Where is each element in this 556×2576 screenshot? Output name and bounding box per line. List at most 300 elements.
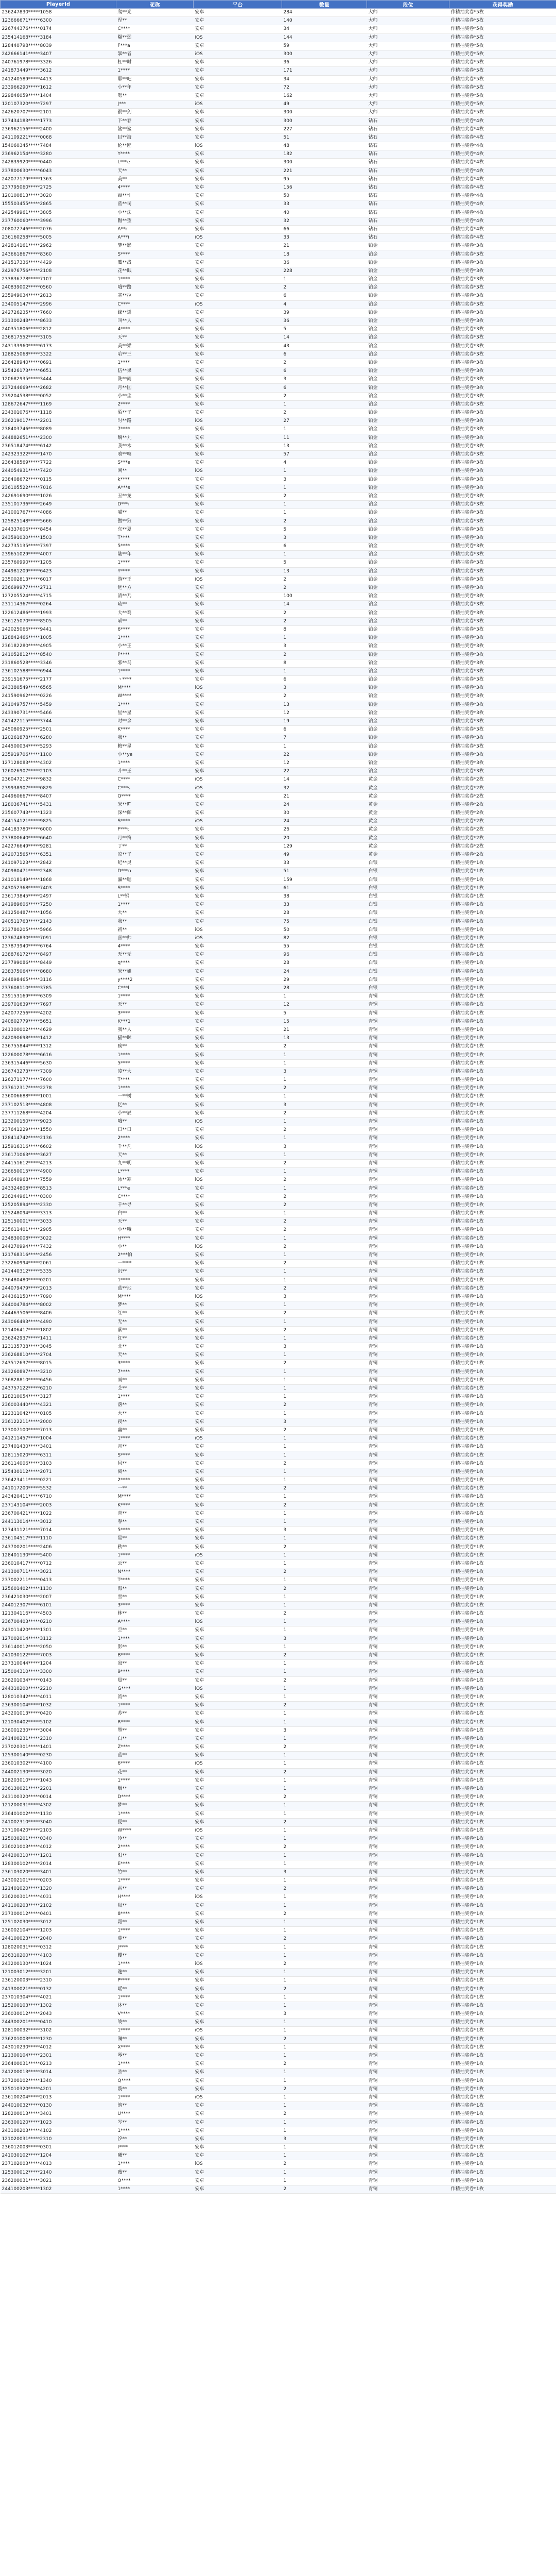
cell-name: 白** [116,1210,194,1218]
cell-playerid: 236755844*****1312 [1,1043,116,1051]
table-row [1,209,556,217]
cell-tier: 铂金 [367,342,449,350]
cell-name: 1**** [116,1435,194,1443]
cell-reward: 作精抽奖卷*1枚 [449,1218,556,1226]
cell-tier: 白银 [367,918,449,926]
cell-name: C***l [116,984,194,992]
cell-platform: 安卓 [194,1101,282,1109]
cell-count: 1 [282,1776,367,1785]
cell-reward: 作精抽奖卷*1枚 [449,1568,556,1577]
cell-count: 2 [282,1310,367,1318]
cell-count: 34 [282,25,367,33]
cell-platform: 安卓 [194,792,282,801]
cell-playerid: 236315446*****5630 [1,1059,116,1067]
cell-playerid: 243100203*****4102 [1,2127,116,2135]
table-row [1,2077,556,2085]
cell-playerid: 241240589*****4413 [1,75,116,83]
cell-name: 岑** [116,2119,194,2127]
cell-name: 小**王 [116,642,194,651]
cell-playerid: 236817552*****3105 [1,334,116,342]
cell-reward: 作精抽奖卷*1枚 [449,1460,556,1468]
cell-playerid: 235760990*****1205 [1,559,116,567]
cell-name: 我**人 [116,1026,194,1034]
cell-name: 蓝**地 [116,1284,194,1293]
table-row [1,1710,556,1718]
cell-playerid: 121200031*****4302 [1,1802,116,1810]
cell-count: 3 [282,1143,367,1151]
cell-name: 6**** [116,1760,194,1768]
cell-tier: 青铜 [367,1343,449,1351]
table-row [1,17,556,25]
cell-platform: 安卓 [194,2102,282,2110]
cell-platform: 安卓 [194,1702,282,1710]
cell-name: 绫** [116,2019,194,2027]
cell-platform: 安卓 [194,2035,282,2043]
cell-platform: 安卓 [194,2002,282,2010]
cell-platform: 安卓 [194,1577,282,1585]
cell-count: 1 [282,1151,367,1159]
cell-reward: 作精抽奖卷*1枚 [449,959,556,968]
table-row [1,1435,556,1443]
cell-platform: 安卓 [194,1885,282,1893]
cell-tier: 青铜 [367,1601,449,1609]
cell-name: 我** [116,918,194,926]
cell-tier: 白银 [367,926,449,934]
cell-reward: 作精抽奖卷*1枚 [449,934,556,942]
cell-count: 6 [282,726,367,734]
cell-playerid: 243324808*****8513 [1,1184,116,1193]
cell-reward: 作精抽奖卷*2枚 [449,784,556,792]
cell-tier: 青铜 [367,1184,449,1193]
cell-playerid: 243420411*****6710 [1,1493,116,1501]
cell-playerid: 128100032*****3102 [1,2027,116,2035]
cell-count: 22 [282,768,367,776]
header-platform: 平台 [194,1,282,9]
cell-count: 1 [282,2027,367,2035]
table-row [1,1810,556,1818]
cell-platform: 安卓 [194,1535,282,1543]
cell-tier: 青铜 [367,1693,449,1701]
cell-tier: 青铜 [367,2110,449,2119]
cell-name: C**** [116,1193,194,1201]
cell-playerid: 239651029*****4007 [1,551,116,559]
cell-tier: 铂金 [367,684,449,692]
table-row [1,651,556,659]
cell-name: 游**王 [116,575,194,584]
cell-playerid: 235607743*****1323 [1,809,116,818]
cell-playerid: 238403746*****8089 [1,426,116,434]
cell-count: 156 [282,183,367,192]
cell-playerid: 122311042*****0105 [1,1410,116,1418]
cell-name: 8**** [116,1910,194,1918]
cell-name: L**** [116,1168,194,1176]
cell-platform: 安卓 [194,250,282,259]
cell-tier: 铂金 [367,726,449,734]
cell-count: 2 [282,575,367,584]
table-row [1,968,556,976]
cell-name: U**** [116,2110,194,2119]
cell-name: 离** [116,1468,194,1476]
cell-tier: 青铜 [367,1084,449,1093]
cell-count: 2 [282,1043,367,1051]
table-row [1,476,556,484]
cell-count: 82 [282,934,367,942]
cell-tier: 大师 [367,83,449,92]
cell-playerid: 243200130*****1024 [1,1960,116,1968]
cell-reward: 作精抽奖卷*1枚 [449,1184,556,1193]
cell-playerid: 236021003*****4012 [1,1843,116,1852]
cell-tier: 铂金 [367,717,449,725]
cell-tier: 白银 [367,951,449,959]
table-row [1,376,556,384]
cell-platform: 安卓 [194,1710,282,1718]
cell-count: 6 [282,543,367,551]
cell-count: 300 [282,159,367,167]
cell-platform: 安卓 [194,75,282,83]
cell-count: 162 [282,92,367,100]
cell-reward: 作精抽奖卷*1枚 [449,1343,556,1351]
table-row [1,1018,556,1026]
cell-playerid: 126026907*****2103 [1,768,116,776]
cell-platform: 安卓 [194,984,282,992]
cell-playerid: 236001230*****3004 [1,1726,116,1735]
cell-tier: 青铜 [367,1910,449,1918]
cell-reward: 作精抽奖卷*3枚 [449,543,556,551]
cell-reward: 作精抽奖卷*1枚 [449,2144,556,2152]
cell-platform: 安卓 [194,634,282,642]
table-row [1,1451,556,1460]
cell-count: 140 [282,17,367,25]
table-row [1,1952,556,1960]
cell-playerid: 244463506*****8406 [1,1310,116,1318]
cell-tier: 青铜 [367,1143,449,1151]
cell-name: 1**** [116,559,194,567]
cell-playerid: 237300012*****0401 [1,1910,116,1918]
cell-tier: 青铜 [367,1918,449,1926]
cell-platform: 安卓 [194,1818,282,1826]
cell-tier: 铂金 [367,751,449,759]
cell-tier: 白银 [367,884,449,892]
cell-name: J**** [116,1943,194,1952]
cell-name: H**** [116,1234,194,1243]
table-row [1,934,556,942]
cell-platform: 安卓 [194,584,282,592]
table-row [1,1243,556,1251]
cell-playerid: 125102030*****3012 [1,1918,116,1926]
cell-platform: iOS [194,1618,282,1626]
cell-count: 1 [282,551,367,559]
cell-playerid: 125150001*****3033 [1,1218,116,1226]
cell-reward: 作精抽奖卷*1枚 [449,2027,556,2035]
cell-count: 2 [282,2085,367,2093]
cell-tier: 青铜 [367,1635,449,1643]
cell-platform: 安卓 [194,834,282,842]
cell-reward: 作精抽奖卷*1枚 [449,1059,556,1067]
cell-platform: iOS [194,2027,282,2035]
cell-playerid: 237244669*****2682 [1,384,116,392]
cell-playerid: 231114367*****0264 [1,601,116,609]
cell-name: S**** [116,1451,194,1460]
cell-reward: 作精抽奖卷*2枚 [449,834,556,842]
cell-platform: 安卓 [194,442,282,450]
cell-reward: 作精抽奖卷*1枚 [449,1768,556,1776]
cell-playerid: 243066493*****4490 [1,1318,116,1326]
cell-count: 96 [282,951,367,959]
cell-platform: iOS [194,2160,282,2168]
cell-count: 95 [282,175,367,183]
cell-platform: 安卓 [194,559,282,567]
cell-reward: 作精抽奖卷*1枚 [449,1210,556,1218]
cell-tier: 青铜 [367,1710,449,1718]
cell-count: 1 [282,1117,367,1126]
cell-reward: 作精抽奖卷*1枚 [449,926,556,934]
cell-platform: 安卓 [194,1993,282,2002]
cell-count: 2 [282,651,367,659]
cell-count: 2 [282,1485,367,1493]
cell-playerid: 244361150*****7090 [1,1293,116,1301]
cell-platform: 安卓 [194,1852,282,1860]
cell-name: 哦**路 [116,284,194,292]
cell-count: 2 [282,1985,367,1993]
cell-count: 1 [282,1168,367,1176]
cell-reward: 作精抽奖卷*1枚 [449,1702,556,1710]
cell-name: L**钢 [116,892,194,901]
cell-name: 涅** [116,17,194,25]
cell-name: C**** [116,300,194,309]
cell-playerid: 236650015*****4900 [1,1168,116,1176]
cell-tier: 黄金 [367,792,449,801]
cell-reward: 作精抽奖卷*5枚 [449,25,556,33]
cell-tier: 青铜 [367,1626,449,1635]
cell-name: 1**** [116,1960,194,1968]
cell-name: 雨** [116,1376,194,1384]
cell-platform: 安卓 [194,359,282,367]
cell-tier: 青铜 [367,1243,449,1251]
cell-tier: 青铜 [367,1051,449,1059]
cell-playerid: 128825068*****3322 [1,350,116,359]
cell-playerid: 125248094*****3313 [1,1210,116,1218]
cell-reward: 作精抽奖卷*1枚 [449,1535,556,1543]
table-row [1,467,556,476]
table-row [1,801,556,809]
cell-count: 2 [282,1885,367,1893]
cell-platform: 安卓 [194,826,282,834]
cell-name: y****2 [116,976,194,984]
cell-playerid: 236480480*****0201 [1,1276,116,1284]
cell-platform: 安卓 [194,759,282,767]
cell-playerid: 236002104*****1203 [1,1927,116,1935]
cell-playerid: 244500034*****5293 [1,742,116,751]
cell-tier: 青铜 [367,1018,449,1026]
cell-reward: 作精抽奖卷*1枚 [449,968,556,976]
cell-name: 时**余 [116,717,194,725]
table-row [1,1293,556,1301]
cell-tier: 青铜 [367,1376,449,1384]
cell-tier: 铂金 [367,292,449,300]
cell-platform: iOS [194,300,282,309]
table-row [1,709,556,717]
cell-reward: 作精抽奖卷*3枚 [449,684,556,692]
cell-count: 129 [282,842,367,851]
cell-tier: 大师 [367,67,449,75]
table-row [1,2177,556,2185]
cell-name: 烟** [116,1785,194,1793]
cell-platform: 安卓 [194,676,282,684]
cell-platform: 安卓 [194,1752,282,1760]
cell-name: 陆**年 [116,551,194,559]
cell-name: 口**口 [116,1126,194,1134]
cell-name: T**** [116,1076,194,1084]
cell-count: 3 [282,1418,367,1426]
cell-name: k**** [116,476,194,484]
table-row [1,417,556,426]
cell-reward: 作精抽奖卷*1枚 [449,993,556,1001]
cell-tier: 青铜 [367,1952,449,1960]
cell-platform: 安卓 [194,1635,282,1643]
cell-count: 1 [282,1902,367,1910]
table-row [1,492,556,500]
cell-reward: 作精抽奖卷*3枚 [449,625,556,634]
cell-platform: 安卓 [194,1368,282,1376]
cell-count: 1 [282,1668,367,1676]
cell-tier: 青铜 [367,2027,449,2035]
cell-count: 1 [282,1693,367,1701]
cell-name: 一**** [116,1260,194,1268]
cell-name: 伦**匠 [116,142,194,150]
cell-name: 沐** [116,2002,194,2010]
cell-name: 小**辰 [116,1109,194,1117]
cell-tier: 青铜 [367,2010,449,2019]
cell-name: 星**星 [116,709,194,717]
cell-playerid: 125426173*****6651 [1,367,116,376]
cell-count: 24 [282,968,367,976]
cell-tier: 青铜 [367,1726,449,1735]
table-row [1,59,556,67]
cell-platform: 安卓 [194,659,282,667]
table-row [1,92,556,100]
cell-platform: 安卓 [194,492,282,500]
cell-name: L***e [116,1184,194,1193]
cell-name: M**** [116,1493,194,1501]
table-row [1,1376,556,1384]
cell-count: 61 [282,884,367,892]
cell-tier: 铂金 [367,742,449,751]
cell-reward: 作精抽奖卷*1枚 [449,1651,556,1659]
cell-platform: 安卓 [194,1418,282,1426]
table-row [1,1009,556,1018]
cell-count: 14 [282,334,367,342]
cell-reward: 作精抽奖卷*4枚 [449,167,556,175]
cell-count: 221 [282,167,367,175]
cell-count: 1 [282,2127,367,2135]
table-row [1,442,556,450]
cell-platform: 安卓 [194,1843,282,1852]
cell-name: 瑶** [116,1985,194,1993]
cell-platform: 安卓 [194,1927,282,1935]
cell-name: 东**夏 [116,526,194,534]
cell-playerid: 236428940*****0691 [1,359,116,367]
cell-platform: 安卓 [194,1793,282,1802]
cell-reward: 作精抽奖卷*1枚 [449,1134,556,1143]
cell-platform: 安卓 [194,1943,282,1952]
cell-name: 暴**者 [116,50,194,58]
cell-platform: 安卓 [194,25,282,33]
cell-platform: 安卓 [194,1902,282,1910]
cell-tier: 青铜 [367,2035,449,2043]
cell-platform: iOS [194,417,282,426]
table-row [1,409,556,417]
table-row [1,1585,556,1593]
cell-playerid: 235414168*****3184 [1,33,116,42]
cell-playerid: 242735135*****7397 [1,543,116,551]
table-row [1,1384,556,1393]
cell-count: 1 [282,1393,367,1401]
cell-reward: 作精抽奖卷*1枚 [449,2019,556,2027]
cell-count: 13 [282,442,367,450]
cell-platform: 安卓 [194,1693,282,1701]
cell-count: 3 [282,1343,367,1351]
table-row [1,993,556,1001]
cell-count: 1 [282,993,367,1001]
table-row [1,142,556,150]
cell-count: 1 [282,1251,367,1259]
cell-count: 18 [282,250,367,259]
table-row [1,259,556,267]
cell-playerid: 241640968*****7559 [1,1176,116,1184]
cell-reward: 作精抽奖卷*1枚 [449,1852,556,1860]
cell-count: 2 [282,1284,367,1293]
cell-name: D**** [116,1793,194,1802]
cell-tier: 青铜 [367,1826,449,1835]
cell-count: 4 [282,459,367,467]
cell-reward: 作精抽奖卷*1枚 [449,1635,556,1643]
cell-count: 28 [282,909,367,918]
cell-name: 4**** [116,326,194,334]
cell-tier: 青铜 [367,2185,449,2193]
cell-reward: 作精抽奖卷*1枚 [449,1168,556,1176]
cell-playerid: 242276649*****9281 [1,842,116,851]
cell-name: 1**** [116,359,194,367]
table-row [1,1969,556,1977]
cell-name: 1**** [116,1084,194,1093]
cell-tier: 大师 [367,42,449,50]
cell-platform: 安卓 [194,2168,282,2177]
cell-platform: 安卓 [194,1676,282,1685]
cell-playerid: 236104517*****1110 [1,1535,116,1543]
cell-reward: 作精抽奖卷*1枚 [449,2093,556,2102]
cell-count: 1 [282,1785,367,1793]
cell-name: 霜** [116,1918,194,1926]
table-row [1,183,556,192]
cell-reward: 作精抽奖卷*1枚 [449,1067,556,1076]
cell-reward: 作精抽奖卷*3枚 [449,426,556,434]
cell-platform: iOS [194,1143,282,1151]
cell-playerid: 241300711*****3021 [1,1568,116,1577]
cell-reward: 作精抽奖卷*3枚 [449,717,556,725]
cell-count: 49 [282,851,367,859]
table-row [1,1527,556,1535]
cell-playerid: 237608110*****3785 [1,984,116,992]
cell-platform: 安卓 [194,842,282,851]
cell-platform: 安卓 [194,1527,282,1535]
cell-name: 1**** [116,701,194,709]
cell-name: 3**** [116,1601,194,1609]
cell-playerid: 243757122*****6210 [1,1384,116,1393]
cell-tier: 青铜 [367,1151,449,1159]
cell-playerid: 235949034*****2813 [1,292,116,300]
cell-tier: 铂金 [367,309,449,317]
cell-name: S**** [116,884,194,892]
